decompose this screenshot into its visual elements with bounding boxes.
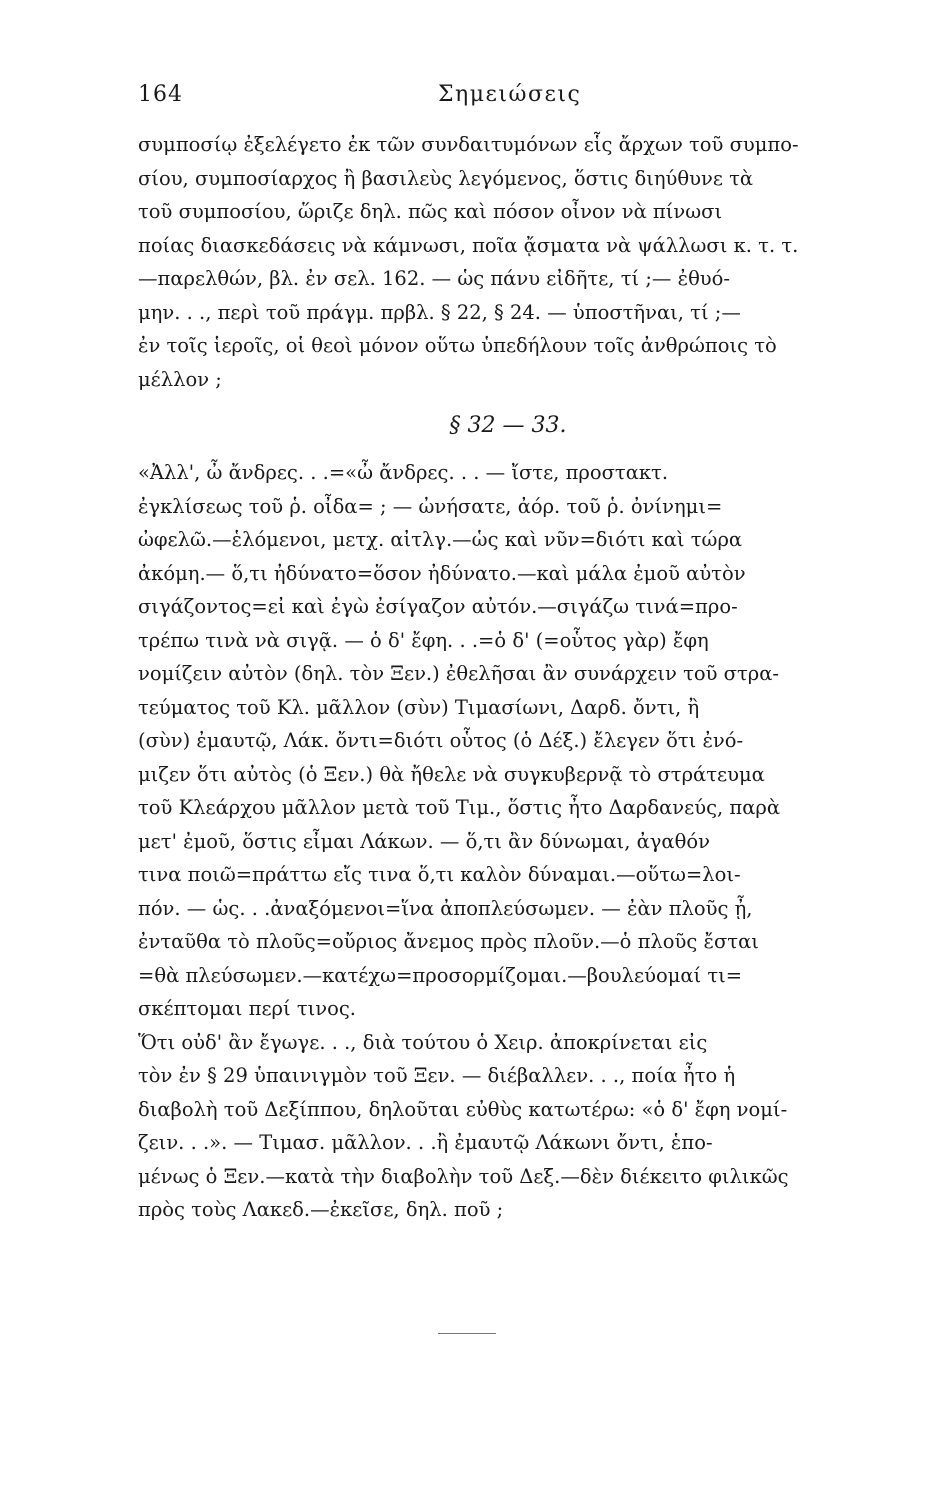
text-line: σκέπτομαι περί τινος. bbox=[138, 997, 357, 1020]
text-line: Ὅτι οὐδ' ἂν ἔγωγε. . ., διὰ τούτου ὁ Χειρ. ἀποκρίνεται εἰς bbox=[138, 1030, 708, 1054]
text-line: πόν. — ὡς. . .ἀναξόμενοι=ἵνα ἀποπλεύσωμεν. — ἐὰν πλοῦς ᾖ, bbox=[138, 896, 753, 920]
text-line: μέλλον ; bbox=[138, 367, 222, 391]
text-line: =θὰ πλεύσωμεν.—κατέχω=προσορμίζομαι.—βουλεύομαί τι= bbox=[138, 963, 743, 987]
text-line: ἐνταῦθα τὸ πλοῦς=οὔριος ἄνεμος πρὸς πλοῦν.—ὁ πλοῦς ἔσται bbox=[138, 930, 759, 953]
text-line: μην. . ., περὶ τοῦ πράγμ. πρβλ. § 22, § 24. — ὑποστῆναι, τί ;— bbox=[138, 300, 741, 324]
text-line: (σὺν) ἐμαυτῷ, Λάκ. ὄντι=διότι οὗτος (ὁ Δέξ.) ἔλεγεν ὅτι ἐνό- bbox=[138, 729, 744, 752]
text-line: «Ἀλλ', ὦ ἄνδρες. . .=«ὦ ἄνδρες. . . — ἴστε, προστακτ. bbox=[138, 461, 669, 484]
text-line: ἐγκλίσεως τοῦ ῥ. οἶδα= ; — ὠνήσατε, ἀόρ. τοῦ ῥ. ὀνίνημι= bbox=[138, 494, 723, 518]
running-title: Σημειώσεις bbox=[438, 82, 582, 107]
page-header bbox=[138, 82, 838, 118]
text-line: τινα ποιῶ=πράττω εἴς τινα ὅ,τι καλὸν δύναμαι.—οὕτω=λοι- bbox=[138, 863, 741, 886]
text-line: σίου, συμποσίαρχος ἢ βασιλεὺς λεγόμενος, ὅστις διηύθυνε τὰ bbox=[138, 166, 754, 190]
text-line: ποίας διασκεδάσεις νὰ κάμνωσι, ποῖα ᾄσματα νὰ ψάλλωσι κ. τ. τ. bbox=[138, 233, 799, 257]
text-line: σιγάζοντος=εἰ καὶ ἐγὼ ἐσίγαζον αὐτόν.—σιγάζω τινά=προ- bbox=[138, 595, 738, 618]
paragraph-3 bbox=[138, 1026, 838, 1227]
text-line: διαβολὴ τοῦ Δεξίππου, δηλοῦται εὐθὺς κατωτέρω: «ὁ δ' ἔφη νομί- bbox=[138, 1097, 788, 1121]
text-line: μιζεν ὅτι αὐτὸς (ὁ Ξεν.) θὰ ἤθελε νὰ συγκυβερνᾷ τὸ στράτευμα bbox=[138, 762, 765, 786]
text-line: —παρελθών, βλ. ἐν σελ. 162. — ὡς πάνυ εἰδῆτε, τί ;— ἐθυό- bbox=[138, 267, 730, 290]
text-line: πρὸς τοὺς Λακεδ.—ἐκεῖσε, δηλ. ποῦ ; bbox=[138, 1198, 504, 1221]
text-line: ἀκόμη.— ὅ,τι ἠδύνατο=ὅσον ἠδύνατο.—καὶ μάλα ἐμοῦ αὐτὸν bbox=[138, 561, 746, 585]
text-line: συμποσίῳ ἐξελέγετο ἐκ τῶν συνδαιτυμόνων εἷς ἄρχων τοῦ συμπο- bbox=[138, 133, 799, 156]
text-line: ὠφελῶ.—ἑλόμενοι, μετχ. αἰτλγ.—ὡς καὶ νῦν=διότι καὶ τώρα bbox=[138, 528, 743, 551]
paragraph-2 bbox=[138, 456, 838, 1026]
text-line: μετ' ἐμοῦ, ὅστις εἶμαι Λάκων. — ὅ,τι ἂν δύνωμαι, ἀγαθόν bbox=[138, 829, 710, 853]
footer-rule bbox=[438, 1333, 496, 1334]
page-number: 164 bbox=[138, 82, 183, 107]
paragraph-1 bbox=[138, 128, 838, 396]
body-text bbox=[138, 128, 838, 1227]
text-line: μένως ὁ Ξεν.—κατὰ τὴν διαβολὴν τοῦ Δεξ.—δὲν διέκειτο φιλικῶς bbox=[138, 1164, 789, 1188]
text-line: τὸν ἐν § 29 ὑπαινιγμὸν τοῦ Ξεν. — διέβαλλεν. . ., ποία ἦτο ἡ bbox=[138, 1064, 736, 1087]
text-line: τοῦ Κλεάρχου μᾶλλον μετὰ τοῦ Τιμ., ὅστις ἦτο Δαρδανεύς, παρὰ bbox=[138, 796, 781, 819]
text-line: ζειν. . .». — Τιμασ. μᾶλλον. . .ἢ ἐμαυτῷ Λάκωνι ὄντι, ἑπο- bbox=[138, 1131, 713, 1154]
section-heading: § 32 — 33. bbox=[449, 413, 567, 438]
text-line: τοῦ συμποσίου, ὥριζε δηλ. πῶς καὶ πόσον οἶνον νὰ πίνωσι bbox=[138, 200, 723, 223]
text-line: νομίζειν αὐτὸν (δηλ. τὸν Ξεν.) ἐθελῆσαι ἂν συνάρχειν τοῦ στρα- bbox=[138, 662, 779, 685]
text-line: ἐν τοῖς ἱεροῖς, οἱ θεοὶ μόνον οὕτω ὑπεδήλουν τοῖς ἀνθρώποις τὸ bbox=[138, 334, 777, 357]
text-line: τρέπω τινὰ νὰ σιγᾷ. — ὁ δ' ἔφη. . .=ὁ δ' (=οὗτος γὰρ) ἔφη bbox=[138, 628, 709, 652]
text-line: τεύματος τοῦ Κλ. μᾶλλον (σὺν) Τιμασίωνι, Δαρδ. ὄντι, ἢ bbox=[138, 695, 700, 719]
